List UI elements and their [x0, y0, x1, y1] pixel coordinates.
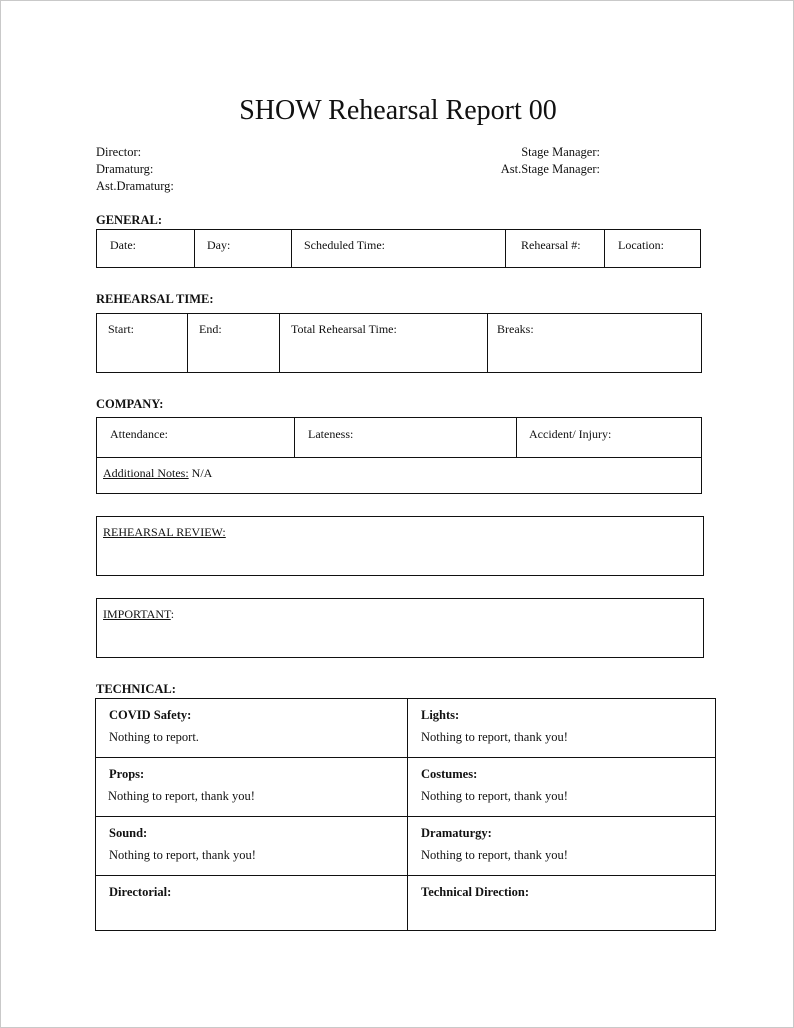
location-field[interactable]: Location:: [618, 238, 664, 252]
accident-injury-field[interactable]: Accident/ Injury:: [529, 427, 612, 441]
additional-notes-label: Additional Notes:: [103, 466, 189, 480]
breaks-field[interactable]: Breaks:: [497, 322, 534, 336]
director-label: Director:: [96, 145, 142, 159]
sound-title: Sound:: [109, 826, 148, 840]
dramaturgy-title: Dramaturgy:: [421, 826, 492, 840]
costumes-notes[interactable]: Nothing to report, thank you!: [421, 789, 568, 803]
stage-manager-label: Stage Manager:: [521, 145, 600, 159]
technical-heading: TECHNICAL:: [96, 682, 176, 696]
rehearsal-number-field[interactable]: Rehearsal #:: [521, 238, 581, 252]
lights-title: Lights:: [421, 708, 460, 722]
scheduled-time-field[interactable]: Scheduled Time:: [304, 238, 386, 252]
divider: [516, 418, 517, 458]
end-field[interactable]: End:: [199, 322, 222, 336]
lights-notes[interactable]: Nothing to report, thank you!: [421, 730, 568, 744]
technical-table: [95, 698, 716, 931]
divider: [407, 699, 408, 930]
additional-notes-value: N/A: [188, 466, 213, 480]
divider: [97, 457, 701, 458]
ast-stage-manager-label: Ast.Stage Manager:: [500, 162, 600, 176]
props-title: Props:: [109, 767, 145, 781]
rehearsal-review-box[interactable]: [96, 516, 704, 576]
divider: [96, 875, 715, 876]
report-title: SHOW Rehearsal Report 00: [239, 95, 557, 126]
divider: [187, 314, 188, 372]
rehearsal-time-heading: REHEARSAL TIME:: [96, 292, 214, 306]
general-table: [96, 229, 701, 268]
attendance-field[interactable]: Attendance:: [110, 427, 168, 441]
total-rehearsal-time-field[interactable]: Total Rehearsal Time:: [291, 322, 397, 336]
directorial-title: Directorial:: [109, 885, 172, 899]
general-heading: GENERAL:: [96, 213, 162, 227]
props-notes[interactable]: Nothing to report, thank you!: [108, 789, 255, 803]
company-table: [96, 417, 702, 494]
costumes-title: Costumes:: [421, 767, 478, 781]
date-field[interactable]: Date:: [110, 238, 136, 252]
lateness-field[interactable]: Lateness:: [308, 427, 354, 441]
ast-dramaturg-label: Ast.Dramaturg:: [96, 179, 174, 193]
sound-notes[interactable]: Nothing to report, thank you!: [109, 848, 256, 862]
additional-notes-row[interactable]: [103, 466, 212, 481]
technical-direction-title: Technical Direction:: [421, 885, 529, 899]
covid-safety-title: COVID Safety:: [109, 708, 192, 722]
start-field[interactable]: Start:: [108, 322, 134, 336]
divider: [294, 418, 295, 458]
important-box[interactable]: [96, 598, 704, 658]
important-label-row: [103, 607, 174, 622]
divider: [604, 230, 605, 267]
rehearsal-time-table: [96, 313, 702, 373]
day-field[interactable]: Day:: [207, 238, 231, 252]
divider: [279, 314, 280, 372]
divider: [487, 314, 488, 372]
divider: [291, 230, 292, 267]
important-colon: :: [170, 607, 175, 621]
dramaturgy-notes[interactable]: Nothing to report, thank you!: [421, 848, 568, 862]
divider: [96, 757, 715, 758]
staff-right: [501, 144, 600, 178]
divider: [96, 816, 715, 817]
divider: [194, 230, 195, 267]
rehearsal-review-label: REHEARSAL REVIEW:: [103, 525, 226, 539]
staff-left: [96, 144, 174, 195]
divider: [505, 230, 506, 267]
dramaturg-label: Dramaturg:: [96, 162, 154, 176]
company-heading: COMPANY:: [96, 397, 164, 411]
important-label: IMPORTANT: [103, 607, 171, 621]
covid-safety-notes[interactable]: Nothing to report.: [109, 730, 199, 744]
